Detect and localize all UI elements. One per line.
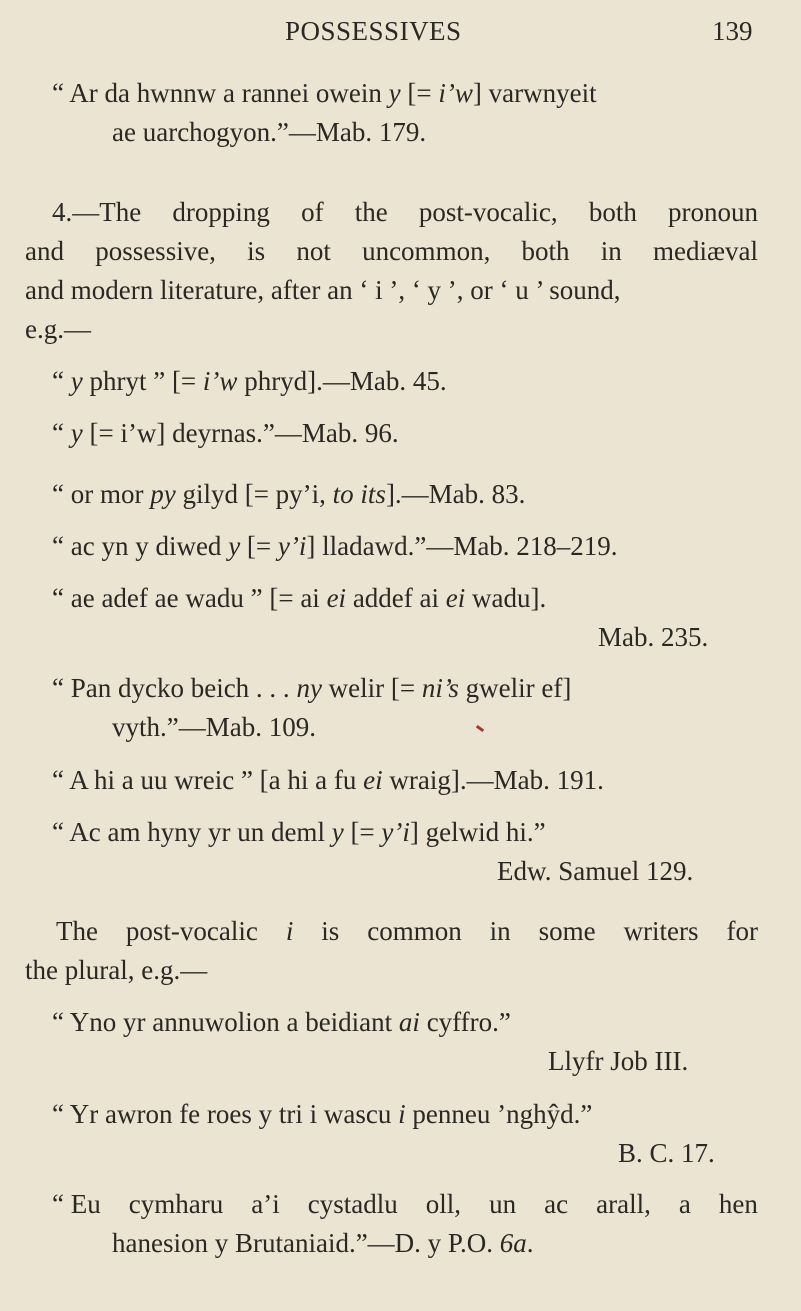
example-line: vyth.”—Mab. 109. bbox=[112, 712, 316, 742]
paragraph-line: e.g.— bbox=[25, 314, 91, 344]
example-line: “ A hi a uu wreic ” [a hi a fu ei wraig].—Mab. 191. bbox=[52, 765, 604, 795]
citation-reference: Llyfr Job III. bbox=[548, 1046, 689, 1076]
citation-reference: Edw. Samuel 129. bbox=[497, 856, 694, 886]
example-line: ae uarchogyon.”—Mab. 179. bbox=[112, 117, 427, 147]
example-line: “ Ac am hyny yr un deml y [= y’i] gelwid hi.” bbox=[52, 817, 546, 847]
example-line: “ Pan dycko beich . . . ny welir [= ni’s gwelir ef] bbox=[52, 673, 572, 703]
paragraph-line: and possessive, is not uncommon, both in mediæval bbox=[25, 236, 758, 266]
example-line: “ ac yn y diwed y [= y’i] lladawd.”—Mab. 218–219. bbox=[52, 531, 618, 561]
paragraph-line: The post-vocalic i is common in some writers for bbox=[56, 916, 758, 946]
page-number: 139 bbox=[712, 16, 753, 46]
example-line: “ Eu cymharu a’i cystadlu oll, un ac arall, a hen bbox=[52, 1189, 758, 1219]
example-line: “ y phryt ” [= i’w phryd].—Mab. 45. bbox=[52, 366, 447, 396]
example-line: “ Yno yr annuwolion a beidiant ai cyffro.” bbox=[52, 1007, 511, 1037]
example-line: “ Ar da hwnnw a rannei owein y [= i’w] varwnyeit bbox=[52, 78, 597, 108]
example-line: “ or mor py gilyd [= py’i, to its].—Mab. 83. bbox=[52, 479, 526, 509]
paragraph-line: the plural, e.g.— bbox=[25, 955, 208, 985]
example-line: “ Yr awron fe roes y tri i wascu i penneu ’nghŷd.” bbox=[52, 1099, 593, 1129]
paragraph-line: and modern literature, after an ‘ i ’, ‘ y ’, or ‘ u ’ sound, bbox=[25, 275, 621, 305]
example-line: hanesion y Brutaniaid.”—D. y P.O. 6a. bbox=[112, 1228, 534, 1258]
example-line: “ y [= i’w] deyrnas.”—Mab. 96. bbox=[52, 418, 399, 448]
citation-reference: B. C. 17. bbox=[618, 1138, 715, 1168]
paragraph-line: 4.—The dropping of the post-vocalic, both pronoun bbox=[52, 197, 758, 227]
citation-reference: Mab. 235. bbox=[598, 622, 709, 652]
example-line: “ ae adef ae wadu ” [= ai ei addef ai ei wadu]. bbox=[52, 583, 547, 613]
ink-mark bbox=[476, 725, 484, 732]
running-header-title: POSSESSIVES bbox=[285, 16, 462, 46]
